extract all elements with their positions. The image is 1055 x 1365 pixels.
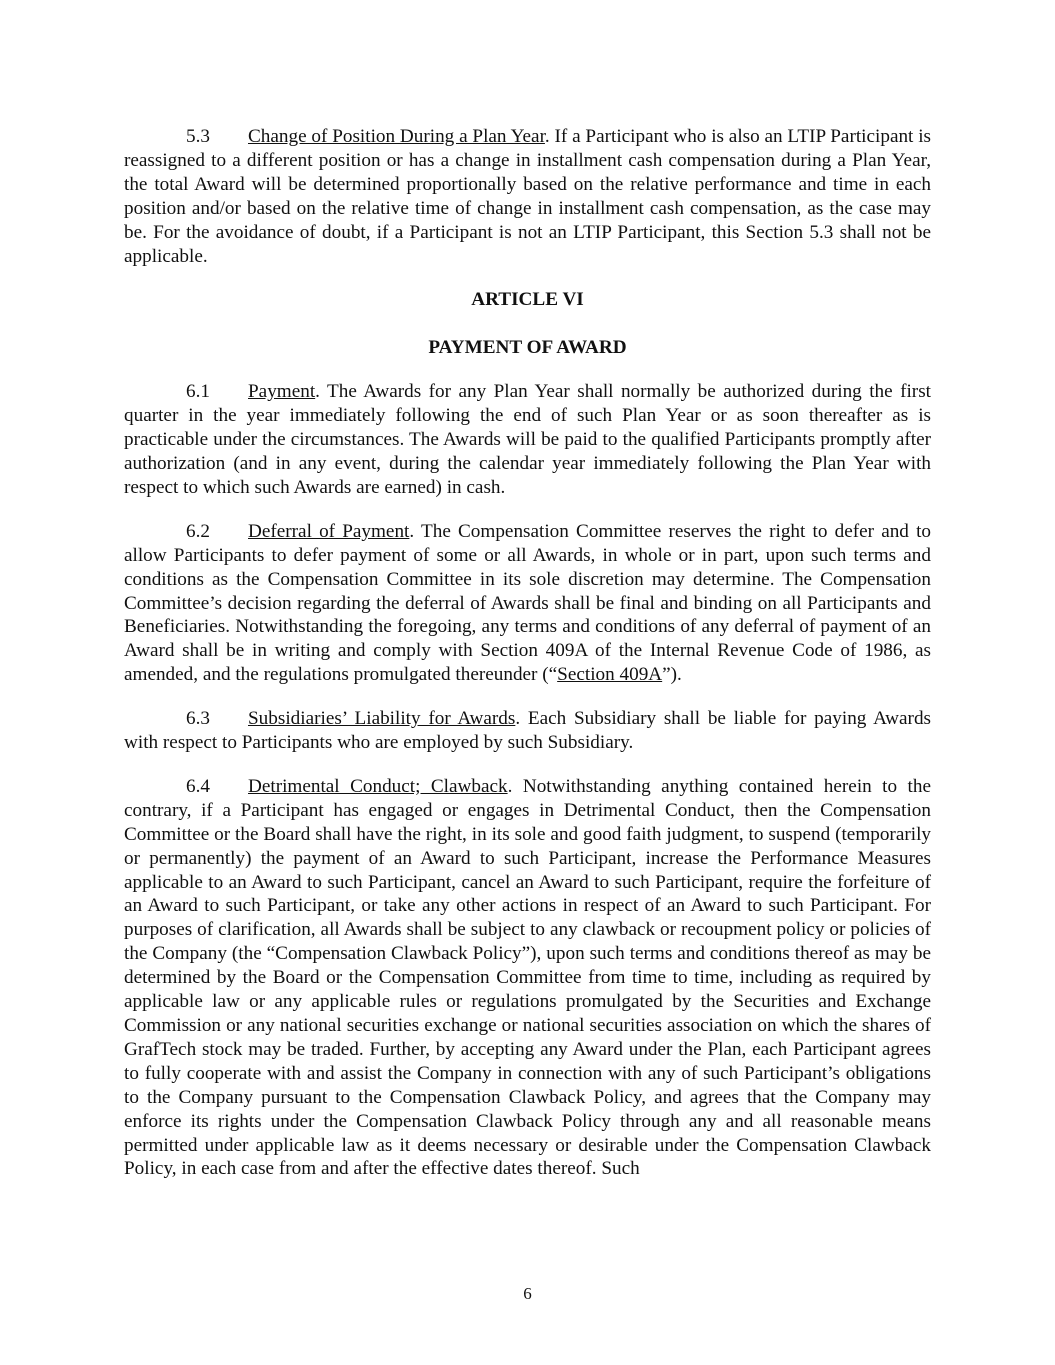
- section-6-3: [124, 707, 931, 755]
- section-6-4: [124, 775, 931, 1181]
- document-page: [124, 125, 931, 1181]
- section-body: . The Awards for any Plan Year shall normally be authorized during the first quarter in the year immediately following the end of such Plan Year or as soon thereafter as is practicable under the circumstances. The Awards will be paid to the qualified Participants promptly after authorization (and in any event, during the calendar year immediately following the Plan Year with respect to which such Awards are earned) in cash.: [124, 381, 931, 498]
- section-number: 6.3: [186, 708, 210, 730]
- section-6-2: [124, 520, 931, 687]
- page-number: 6: [523, 1284, 532, 1303]
- section-body: . Notwithstanding anything contained herein to the contrary, if a Participant has engaged or engages in Detrimental Conduct, then the Compensation Committee or the Board shall have the right, in its sole and good faith judgment, to suspend (temporarily or permanently) the payment of an Award to such Participant, increase the Performance Measures applicable to an Award to such Participant, cancel an Award to such Participant, require the forfeiture of an Award to such Participant, or take any other actions in respect of an Award to such Participant. For purposes of clarification, all Awards shall be subject to any clawback or recoupment policy or policies of the Company (the “Compensation Clawback Policy”), upon such terms and conditions thereof as may be determined by the Board or the Compensation Committee from time to time, including as required by applicable law or any applicable rules or regulations promulgated by the Securities and Exchange Commission or any national securities exchange or national securities association on which the shares of GrafTech stock may be traded. Further, by accepting any Award under the Plan, each Participant agrees to fully cooperate with and assist the Company in connection with any of such Participant’s obligations to the Company pursuant to the Compensation Clawback Policy, and agrees that the Company may enforce its rights under the Compensation Clawback Policy through any and all reasonable means permitted under applicable law as it deems necessary or desirable under the Compensation Clawback Policy, in each case from and after the effective dates thereof. Such: [124, 775, 931, 1180]
- article-title: PAYMENT OF AWARD: [428, 337, 627, 359]
- section-number: 6.4: [186, 775, 210, 797]
- article-heading: ARTICLE VI: [471, 289, 584, 311]
- section-body: . Each Subsidiary shall be liable for paying Awards with respect to Participants who are employed by such Subsidiary.: [124, 708, 932, 754]
- section-body-end: ”).: [662, 664, 682, 686]
- defined-term: Section 409A: [557, 664, 663, 686]
- section-title: Deferral of Payment: [248, 520, 410, 542]
- section-5-3: [124, 125, 931, 268]
- section-title: Change of Position During a Plan Year: [248, 126, 545, 147]
- section-body: . If a Participant who is also an LTIP Participant is reassigned to a different position or has a change in installment cash compensation during a Plan Year, the total Award will be determined proportionally based on the relative performance and time in each position and/or based on the relative time of change in installment cash compensation, as the case may be. For the avoidance of doubt, if a Participant is not an LTIP Participant, this Section 5.3 shall not be applicable.: [124, 126, 931, 267]
- section-title: Subsidiaries’ Liability for Awards: [248, 708, 516, 730]
- section-title: Detrimental Conduct; Clawback: [248, 775, 508, 797]
- section-number: 6.2: [186, 520, 210, 542]
- section-number: 6.1: [186, 381, 210, 403]
- section-title: Payment: [248, 381, 316, 403]
- section-6-1: [124, 380, 931, 500]
- section-number: 5.3: [186, 126, 210, 147]
- section-body: . The Compensation Committee reserves the right to defer and to allow Participants to defer payment of some or all Awards, in whole or in part, upon such terms and conditions as the Compensation Committee in its sole discretion may determine. The Compensation Committee’s decision regarding the deferral of Awards shall be final and binding on all Participants and Beneficiaries. Notwithstanding the foregoing, any terms and conditions of any deferral of payment of an Award shall be in writing and comply with Section 409A of the Internal Revenue Code of 1986, as amended, and the regulations promulgated thereunder (“: [124, 520, 931, 686]
